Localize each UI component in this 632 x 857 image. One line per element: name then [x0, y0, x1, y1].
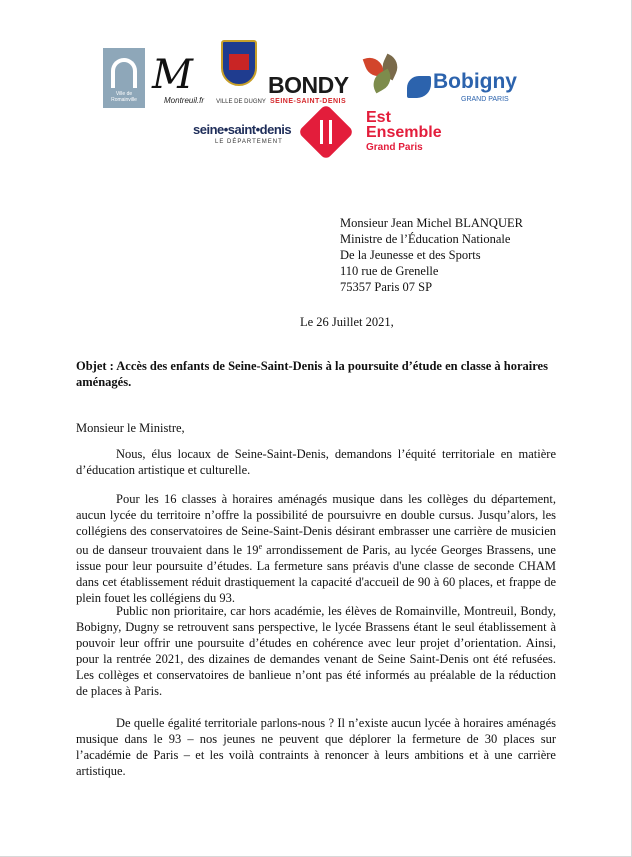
est-ensemble-logo	[306, 110, 446, 158]
ssd-logo-sub: LE DÉPARTEMENT	[215, 139, 283, 145]
romainville-arch-icon	[111, 58, 137, 88]
salutation: Monsieur le Ministre,	[76, 421, 185, 435]
dugny-logo	[213, 40, 267, 110]
paragraph-2-part-a: Pour les 16 classes à horaires aménagés musique dans les collèges du département, aucun lycée du territoire n’offre la possibilité de poursuivre en double cursus. Jusqu’alors, les collégiens des conservatoires de Seine-Saint-Denis désirant embrasser une carrière de musicien ou de danseur trouvaient dans le 19	[76, 492, 556, 558]
bobigny-logo-sub: GRAND PARIS	[461, 96, 509, 103]
recipient-title: Ministre de l’Éducation Nationale	[340, 232, 511, 246]
dugny-logo-text: VILLE DE DUGNY	[216, 99, 266, 105]
est-ensemble-text-3: Grand Paris	[366, 142, 423, 153]
letter-subject: Objet : Accès des enfants de Seine-Saint-Denis à la poursuite d’étude en classe à horaires aménagés.	[76, 359, 548, 389]
paragraph-4: De quelle égalité territoriale parlons-nous ? Il n’existe aucun lycée à horaires aménagés musique dans le 93 – nos jeunes ne peuvent que déplorer la fermeture de 30 places sur l’académie de Paris – et les voilà contraints à renoncer à leurs ambitions et à une carrière artistique.	[76, 716, 556, 778]
logo-banner	[0, 0, 632, 160]
dugny-shield-icon	[221, 40, 257, 86]
bondy-logo-sub: SEINE-SAINT-DENIS	[270, 98, 347, 105]
est-ensemble-mark-icon	[298, 104, 355, 161]
montreuil-logo-text: Montreuil.fr	[164, 96, 205, 105]
bondy-logo	[268, 72, 408, 112]
paragraph-2	[76, 491, 556, 606]
seine-saint-denis-logo	[193, 122, 303, 152]
bobigny-bird-icon	[407, 76, 431, 98]
recipient-city: 75357 Paris 07 SP	[340, 280, 433, 294]
bobigny-logo	[405, 72, 535, 112]
recipient-title-2: De la Jeunesse et des Sports	[340, 248, 481, 262]
paragraph-3: Public non prioritaire, car hors académie, les élèves de Romainville, Montreuil, Bondy, Bobigny, Dugny se retrouvent sans perspective, le lycée Brassens étant le seul établissement à pouvoir leur offrir une poursuite d’études en cohérence avec leur projet d’orientation. Ainsi, pour la rentrée 2021, des dizaines de demandes venant de Seine Saint-Denis ont été refusées. Les collèges et conservatoires de banlieue n’ont pas été informés au préalable de la réduction de places à Paris.	[76, 604, 556, 698]
recipient-street: 110 rue de Grenelle	[340, 264, 439, 278]
paragraph-2-part-b: arrondissement de Paris, au lycée Georges Brassens, une issue pour leur poursuite d’études. La fermeture sans préavis d'une classe de seconde CHAM dans cet établissement réduit drastiquement la capacité d'accueil de 90 à 60 places, et frappe de plein fouet les collégiens du 93.	[76, 543, 556, 606]
recipient-name: Monsieur Jean Michel BLANQUER	[340, 216, 523, 230]
bondy-logo-name: BONDY	[268, 72, 349, 98]
montreuil-logo	[150, 52, 210, 110]
romainville-logo	[103, 48, 145, 108]
bobigny-logo-name: Bobigny	[433, 70, 517, 93]
est-ensemble-text-2: Ensemble	[366, 124, 442, 141]
romainville-logo-text: Ville de Romainville	[111, 91, 137, 103]
ordinal-suffix: e	[258, 542, 263, 551]
ssd-logo-name: seine•saint•denis	[193, 122, 292, 137]
paragraph-1: Nous, élus locaux de Seine-Saint-Denis, demandons l’équité territoriale en matière d’éducation artistique et culturelle.	[76, 447, 556, 477]
letter-date: Le 26 Juillet 2021,	[300, 315, 394, 329]
est-ensemble-text-1: Est	[366, 109, 391, 126]
recipient-address	[340, 215, 523, 295]
montreuil-m-icon: M	[152, 52, 193, 98]
